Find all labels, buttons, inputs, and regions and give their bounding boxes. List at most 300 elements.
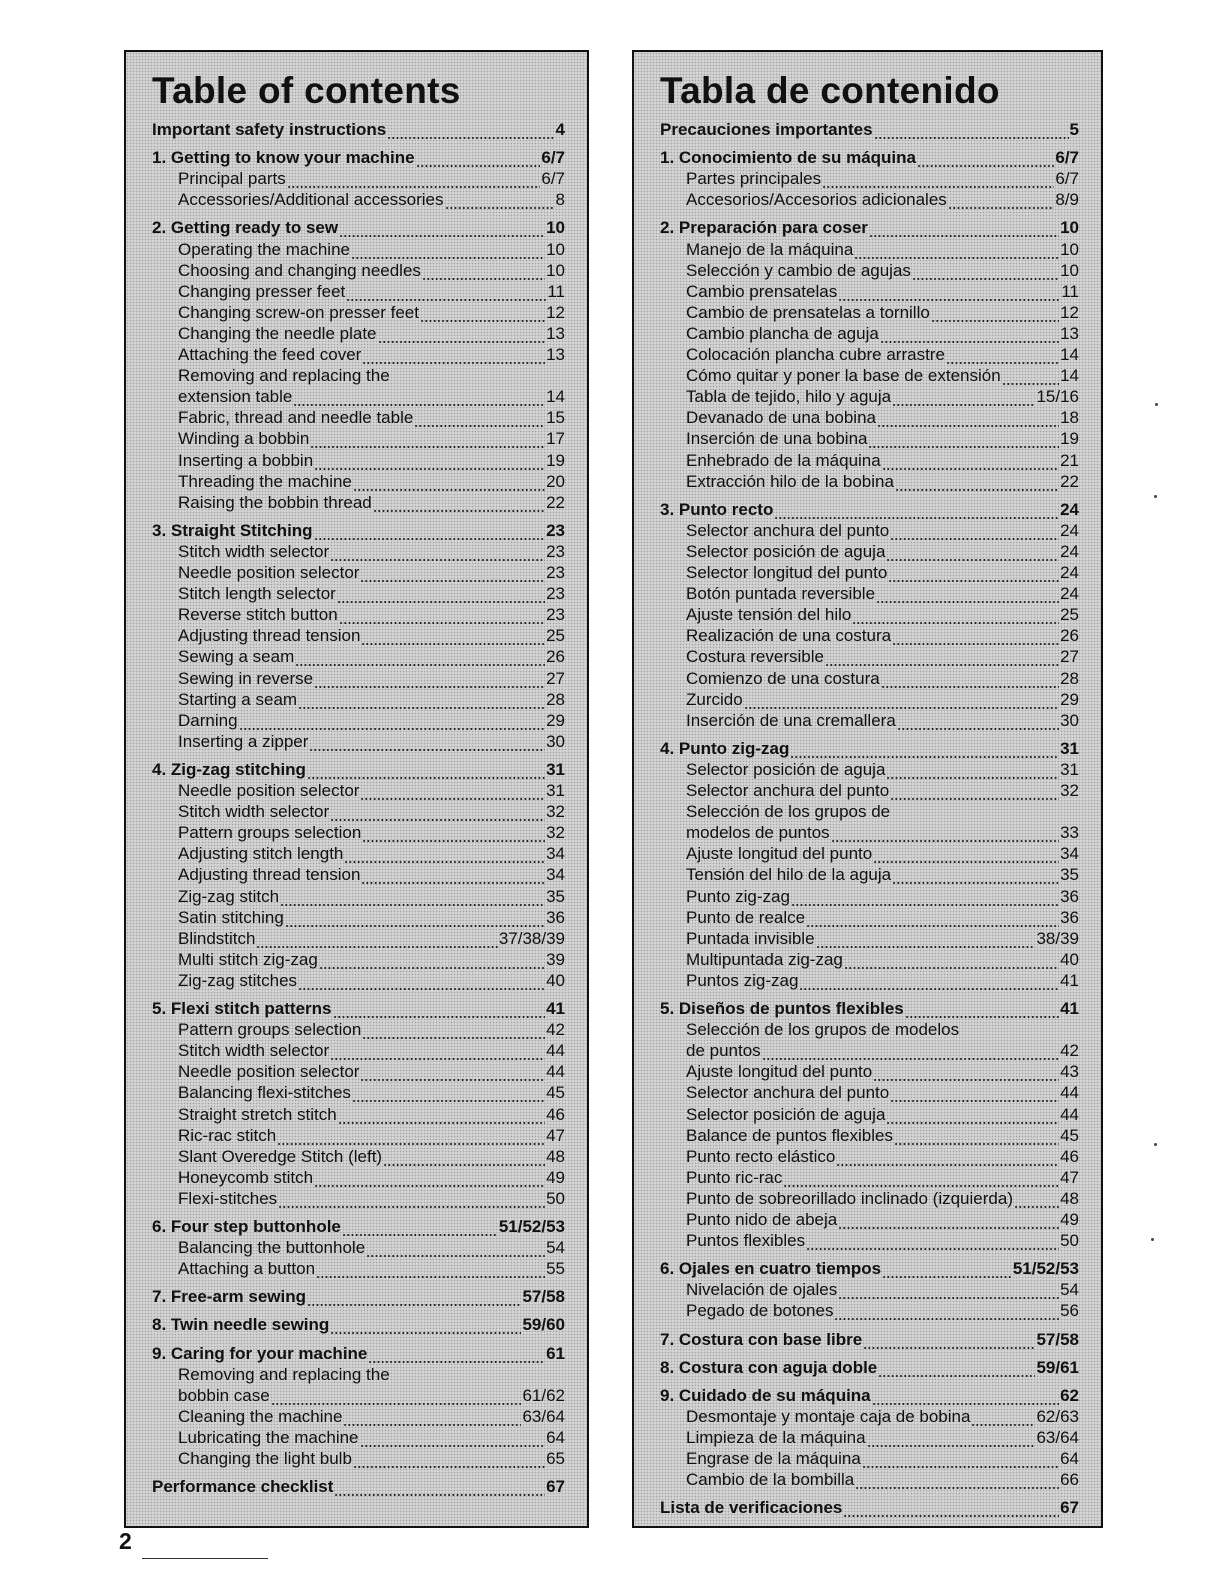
toc-entry-title: Realización de una costura (686, 626, 892, 646)
dot-leader (338, 1109, 545, 1125)
toc-entry-title: Cómo quitar y poner la base de extensión (686, 366, 1001, 386)
toc-entry-page: 54 (1060, 1280, 1079, 1300)
dot-leader (774, 504, 1059, 520)
dot-leader (836, 1151, 1059, 1167)
scan-speck (1155, 403, 1158, 406)
toc-subentry (178, 322, 565, 344)
toc-subentry (686, 1229, 1079, 1251)
dot-leader (342, 1221, 498, 1237)
toc-entry-title: Adjusting stitch length (178, 844, 344, 864)
toc-entry-title: Inserción de una bobina (686, 429, 868, 449)
toc-entry-page: 29 (546, 710, 565, 730)
dot-leader (334, 1481, 545, 1497)
toc-subentry (178, 385, 565, 407)
toc-entry-title: 9. Cuidado de su máquina (660, 1385, 871, 1405)
dot-leader (330, 546, 545, 562)
toc-entry-page: 32 (546, 802, 565, 822)
toc-section-entry (660, 737, 1079, 759)
dot-leader (344, 848, 545, 864)
toc-entry-page: 24 (1060, 563, 1079, 582)
dot-leader (863, 1334, 1035, 1350)
dot-leader (362, 1024, 545, 1040)
toc-entry-page: 10 (546, 239, 565, 259)
toc-entry-title: Zig-zag stitches (178, 970, 298, 990)
toc-entry-title: 2. Preparación para coser (660, 218, 868, 238)
toc-subentry (178, 800, 565, 822)
toc-subentry (178, 1447, 565, 1469)
toc-subentry (686, 779, 1079, 801)
toc-entry-title: Adjusting thread tension (178, 626, 361, 646)
toc-entry-title: Selector anchura del punto (686, 520, 890, 540)
toc-section-entry (152, 146, 565, 168)
toc-subentry (178, 582, 565, 604)
toc-entry-page: 44 (546, 1041, 565, 1061)
toc-subentry (686, 1468, 1079, 1490)
toc-entry-page: 23 (546, 520, 565, 540)
toc-subentry (178, 863, 565, 885)
dot-leader (917, 152, 1054, 168)
toc-subentry (178, 688, 565, 710)
toc-subentry (178, 406, 565, 428)
dot-leader (869, 222, 1059, 238)
toc-entry-title: Principal parts (178, 169, 286, 189)
dot-leader (890, 525, 1059, 541)
toc-section-entry (660, 146, 1079, 168)
dot-leader (892, 391, 1035, 407)
toc-entry-title: Stitch width selector (178, 1041, 330, 1061)
toc-entry-title: 3. Straight Stitching (152, 520, 313, 540)
dot-leader (346, 286, 546, 302)
toc-entry-title: Lista de verificaciones (660, 1498, 843, 1518)
toc-entry-page: 36 (1060, 907, 1079, 927)
dot-leader (352, 1087, 545, 1103)
toc-entry-page: 6/7 (1055, 148, 1079, 168)
toc-subentry (686, 343, 1079, 365)
toc-entry-title: Threading the machine (178, 471, 352, 491)
toc-entry-page: 8/9 (1055, 190, 1079, 210)
toc-entry-page: 50 (546, 1188, 565, 1208)
toc-entry-page: 67 (546, 1477, 565, 1497)
dot-leader (316, 1263, 545, 1279)
toc-subentry (686, 540, 1079, 562)
dot-leader (867, 1432, 1036, 1448)
toc-entry-title: Manejo de la máquina (686, 239, 854, 259)
dot-leader (309, 736, 545, 752)
toc-subentry (178, 927, 565, 949)
toc-subentry (686, 1060, 1079, 1082)
toc-subentry (178, 280, 565, 302)
toc-entry-title: Slant Overedge Stitch (left) (178, 1146, 383, 1166)
toc-entry-title: Botón puntada reversible (686, 584, 876, 604)
dot-leader (362, 349, 545, 365)
dot-leader (378, 328, 546, 344)
dot-leader (862, 1453, 1059, 1469)
toc-subentry (178, 1405, 565, 1427)
toc-subentry (686, 1208, 1079, 1230)
toc-entry-title: Adjusting thread tension (178, 865, 361, 885)
toc-entry-title: Blindstitch (178, 928, 256, 948)
toc-entry-title: 8. Costura con aguja doble (660, 1357, 878, 1377)
toc-entry-title: 1. Getting to know your machine (152, 148, 415, 168)
toc-section-entry (660, 1328, 1079, 1350)
toc-entry-page: 19 (546, 450, 565, 470)
toc-entry-page: 24 (1060, 541, 1079, 561)
toc-subentry (178, 779, 565, 801)
footer-rule (142, 1558, 268, 1559)
toc-entry-page: 47 (1060, 1167, 1079, 1187)
dot-leader (366, 1242, 545, 1258)
dot-leader (360, 567, 545, 583)
toc-entry-title: Reverse stitch button (178, 605, 338, 625)
toc-entry-title: Cambio de la bombilla (686, 1470, 855, 1490)
toc-entry-title: Colocación plancha cubre arrastre (686, 345, 945, 364)
toc-entry-title: Costura reversible (686, 647, 824, 667)
toc-entry-page: 19 (1060, 429, 1079, 449)
toc-subentry (686, 322, 1079, 344)
toc-subentry (686, 259, 1079, 281)
toc-subentry (686, 364, 1079, 386)
toc-entry-title: Extracción hilo de la bobina (686, 471, 894, 491)
toc-entry-title: Fabric, thread and needle table (178, 408, 414, 428)
toc-subentry (686, 301, 1079, 323)
toc-entry-title: Needle position selector (178, 563, 360, 582)
toc-subentry (178, 969, 565, 991)
toc-entry-title: 5. Flexi stitch patterns (152, 999, 332, 1018)
toc-entry-page: 32 (546, 823, 565, 843)
toc-subentry (178, 842, 565, 864)
toc-entry-page: 37/38/39 (498, 928, 565, 948)
toc-entry-page: 44 (1060, 1104, 1079, 1124)
toc-subentry (686, 1405, 1079, 1427)
toc-entry-page: 30 (1060, 710, 1079, 730)
toc-subentry (686, 645, 1079, 667)
toc-subentry (686, 519, 1079, 541)
scan-speck (1154, 1143, 1157, 1146)
toc-entry-page: 10 (546, 218, 565, 238)
toc-entry-title: Balancing the buttonhole (178, 1238, 366, 1258)
toc-entry-page: 36 (546, 907, 565, 927)
dot-leader (882, 1263, 1012, 1279)
dot-leader (873, 1066, 1059, 1082)
toc-entry-title: Enhebrado de la máquina (686, 450, 881, 470)
dot-leader (838, 286, 1060, 302)
toc-entry-title: Punto recto elástico (686, 1146, 836, 1166)
toc-subentry (178, 491, 565, 513)
toc-section-entry (152, 519, 565, 541)
toc-subentry (178, 364, 565, 386)
dot-leader (843, 1502, 1059, 1518)
toc-entry-page: 64 (546, 1427, 565, 1447)
toc-entry-title: Ajuste longitud del punto (686, 844, 873, 864)
dot-leader (831, 827, 1059, 843)
toc-entry-title: Punto nido de abeja (686, 1210, 838, 1229)
toc-entry-title: Removing and replacing the (178, 1364, 390, 1384)
toc-entry-page: 42 (1060, 1041, 1079, 1061)
toc-entry-title: extension table (178, 387, 293, 407)
dot-leader (886, 546, 1059, 562)
dot-leader (314, 673, 545, 689)
dot-leader (874, 124, 1069, 140)
toc-entry-page: 10 (546, 260, 565, 280)
dot-leader (351, 244, 545, 260)
dot-leader (892, 630, 1059, 646)
toc-entry-page: 23 (546, 584, 565, 604)
toc-subentry (686, 1081, 1079, 1103)
dot-leader (298, 694, 545, 710)
dot-leader (368, 1348, 545, 1364)
toc-entry-page: 6/7 (1055, 169, 1079, 189)
dot-leader (362, 827, 545, 843)
toc-subentry (686, 1124, 1079, 1146)
toc-entry-title: modelos de puntos (686, 823, 830, 843)
dot-leader (330, 806, 545, 822)
toc-entry-page: 23 (546, 541, 565, 561)
toc-entry-page: 61/62 (522, 1385, 565, 1405)
dot-leader (886, 764, 1059, 780)
dot-leader (825, 651, 1059, 667)
toc-entry-page: 13 (1060, 323, 1079, 343)
toc-subentry (686, 1278, 1079, 1300)
toc-entry-page: 11 (547, 281, 565, 301)
toc-subentry (178, 1039, 565, 1061)
toc-subentry (178, 1384, 565, 1406)
toc-entry-title: Balance de puntos flexibles (686, 1125, 893, 1145)
dot-leader (806, 912, 1059, 928)
toc-entry-title: Accessories/Additional accessories (178, 190, 444, 210)
dot-leader (339, 609, 545, 625)
toc-entry-title: Stitch length selector (178, 584, 336, 604)
toc-subentry (686, 385, 1079, 407)
toc-subentry (686, 1145, 1079, 1167)
toc-subentry (178, 167, 565, 189)
toc-entry-page: 36 (1060, 886, 1079, 906)
toc-entry-title: Changing the light bulb (178, 1449, 352, 1468)
dot-leader (293, 391, 545, 407)
toc-entry-title: Operating the machine (178, 239, 350, 259)
toc-subentry (686, 709, 1079, 731)
toc-subentry (178, 301, 565, 323)
toc-subentry (178, 449, 565, 471)
toc-subentry (178, 1187, 565, 1209)
toc-subentry (686, 906, 1079, 928)
toc-entry-title: 8. Twin needle sewing (152, 1315, 330, 1335)
toc-entry-page: 25 (546, 626, 565, 646)
toc-subentry (686, 842, 1079, 864)
toc-section-entry (152, 1285, 565, 1307)
dot-leader (806, 1235, 1059, 1251)
toc-entry-title: Cambio prensatelas (686, 281, 838, 301)
toc-subentry (178, 561, 565, 583)
toc-entry-page: 20 (546, 471, 565, 491)
dot-leader (783, 1172, 1059, 1188)
dot-leader (790, 743, 1059, 759)
dot-leader (791, 891, 1059, 907)
toc-entry-title: Desmontaje y montaje caja de bobina (686, 1406, 971, 1426)
toc-entry-page: 18 (1060, 408, 1079, 428)
dot-leader (855, 1474, 1059, 1490)
toc-subentry (178, 1145, 565, 1167)
dot-leader (844, 954, 1059, 970)
toc-subentry (686, 1187, 1079, 1209)
toc-entry-page: 22 (1060, 471, 1079, 491)
toc-subentry (686, 1018, 1079, 1040)
dot-leader (360, 785, 545, 801)
toc-entry-page: 57/58 (522, 1287, 565, 1307)
toc-subentry (178, 906, 565, 928)
toc-entry-page: 67 (1060, 1498, 1079, 1518)
dot-leader (422, 265, 545, 281)
dot-leader (868, 433, 1059, 449)
toc-entry-title: Inserting a bobbin (178, 450, 314, 470)
toc-entry-page: 41 (1060, 999, 1079, 1018)
dot-leader (353, 1453, 545, 1469)
toc-subentry (686, 1166, 1079, 1188)
toc-entry-title: Stitch width selector (178, 541, 330, 561)
toc-subentry (686, 1447, 1079, 1469)
toc-entry-title: Cambio de prensatelas a tornillo (686, 302, 930, 322)
toc-entry-title: Satin stitching (178, 907, 284, 927)
toc-entry-title: 1. Conocimiento de su máquina (660, 148, 916, 168)
toc-entry-page: 55 (546, 1259, 565, 1279)
toc-entry-title: Raising the bobbin thread (178, 492, 372, 512)
toc-entry-page: 66 (1060, 1470, 1079, 1490)
dot-leader (353, 476, 545, 492)
toc-entry-page: 41 (1060, 970, 1079, 990)
toc-subentry (178, 667, 565, 689)
toc-entry-title: Winding a bobbin (178, 429, 310, 449)
toc-subentry (178, 1236, 565, 1258)
toc-subentry (686, 1426, 1079, 1448)
dot-leader (287, 173, 541, 189)
toc-entry-title: Attaching the feed cover (178, 345, 362, 364)
toc-section-entry (660, 498, 1079, 520)
toc-entry-title: Lubricating the machine (178, 1427, 359, 1447)
toc-subentry (178, 188, 565, 210)
toc-entry-page: 31 (1060, 738, 1079, 758)
toc-entry-page: 46 (546, 1104, 565, 1124)
dot-leader (838, 1214, 1059, 1230)
toc-entry-title: 4. Zig-zag stitching (152, 759, 306, 779)
toc-entry-title: 4. Punto zig-zag (660, 738, 790, 758)
toc-entry-page: 42 (546, 1020, 565, 1040)
toc-entry-title: Changing screw-on presser feet (178, 302, 419, 322)
toc-entry-title: Punto de realce (686, 907, 806, 927)
toc-entry-page: 34 (1060, 844, 1079, 864)
dot-leader (948, 194, 1055, 210)
toc-entry-title: bobbin case (178, 1385, 270, 1405)
toc-entry-page: 6/7 (541, 169, 565, 189)
dot-leader (744, 694, 1059, 710)
toc-entry-page: 22 (546, 492, 565, 512)
panel-title-spanish: Tabla de contenido (660, 70, 1000, 111)
toc-entry-title: Zig-zag stitch (178, 886, 280, 906)
dot-leader (310, 433, 545, 449)
toc-entry-page: 38/39 (1036, 928, 1079, 948)
toc-entry-page: 27 (1060, 647, 1079, 667)
toc-entry-page: 31 (546, 781, 565, 800)
toc-entry-page: 34 (546, 844, 565, 864)
dot-leader (383, 1151, 545, 1167)
toc-entry-page: 29 (1060, 689, 1079, 709)
toc-entry-title: Pattern groups selection (178, 823, 362, 843)
dot-leader (799, 975, 1059, 991)
dot-leader (882, 455, 1059, 471)
toc-entry-title: Starting a seam (178, 689, 298, 709)
dot-leader (873, 848, 1059, 864)
toc-entry-page: 49 (1060, 1210, 1079, 1229)
toc-entry-title: 6. Four step buttonhole (152, 1217, 341, 1236)
dot-leader (1014, 1193, 1059, 1209)
toc-entry-title: Puntos flexibles (686, 1231, 806, 1251)
toc-entry-page: 44 (546, 1062, 565, 1082)
dot-leader (880, 328, 1059, 344)
toc-entry-title: 2. Getting ready to sew (152, 218, 339, 238)
toc-entry-page: 14 (1060, 345, 1079, 364)
toc-subentry (178, 1103, 565, 1125)
toc-entry-page: 4 (555, 120, 565, 139)
toc-entry-title: Inserción de una cremallera (686, 710, 896, 730)
toc-subentry (178, 603, 565, 625)
toc-entry-page: 24 (1060, 584, 1079, 604)
toc-subentry (178, 1124, 565, 1146)
page-number: 2 (119, 1528, 132, 1554)
toc-entry-page: 5 (1069, 120, 1079, 139)
toc-entry-title: Ajuste longitud del punto (686, 1062, 873, 1082)
toc-entry-page: 63/64 (1036, 1427, 1079, 1447)
toc-panel-spanish (632, 50, 1103, 1528)
toc-entry-title: Punto de sobreorillado inclinado (izquierda) (686, 1188, 1013, 1208)
toc-entry-title: Ric-rac stitch (178, 1125, 277, 1145)
toc-subentry (178, 1363, 565, 1385)
toc-entry-page: 14 (1060, 366, 1079, 386)
dot-leader (387, 124, 554, 140)
toc-subentry (686, 1299, 1079, 1321)
toc-entry-title: Flexi-stitches (178, 1188, 278, 1208)
dot-leader (852, 609, 1059, 625)
scan-speck (1154, 495, 1157, 498)
toc-entry-title: Comienzo de una costura (686, 668, 880, 688)
toc-subentry (178, 540, 565, 562)
dot-leader (881, 673, 1059, 689)
dot-leader (360, 1066, 545, 1082)
toc-entry-page: 47 (546, 1125, 565, 1145)
toc-entry-title: Honeycomb stitch (178, 1167, 314, 1187)
toc-subentry (178, 1060, 565, 1082)
toc-entry-page: 25 (1060, 605, 1079, 625)
dot-leader (876, 588, 1059, 604)
toc-entry-page: 6/7 (541, 148, 565, 168)
toc-entry-title: 6. Ojales en cuatro tiempos (660, 1259, 882, 1279)
dot-leader (838, 1284, 1059, 1300)
toc-entry-page: 17 (546, 429, 565, 449)
toc-entry-page: 59/60 (522, 1315, 565, 1335)
toc-section-entry (152, 997, 565, 1019)
toc-entry-page: 62/63 (1036, 1406, 1079, 1426)
dot-leader (420, 307, 545, 323)
toc-subentry (178, 1426, 565, 1448)
dot-leader (816, 933, 1036, 949)
toc-entry-title: Devanado de una bobina (686, 408, 876, 428)
dot-leader (330, 1045, 545, 1061)
toc-entry-page: 23 (546, 605, 565, 625)
toc-entry-title: Accesorios/Accesorios adicionales (686, 190, 947, 210)
dot-leader (890, 785, 1059, 801)
toc-entry-title: Important safety instructions (152, 120, 387, 139)
dot-leader (333, 1003, 546, 1019)
toc-subentry (686, 948, 1079, 970)
dot-leader (271, 1390, 522, 1406)
toc-subentry (686, 449, 1079, 471)
